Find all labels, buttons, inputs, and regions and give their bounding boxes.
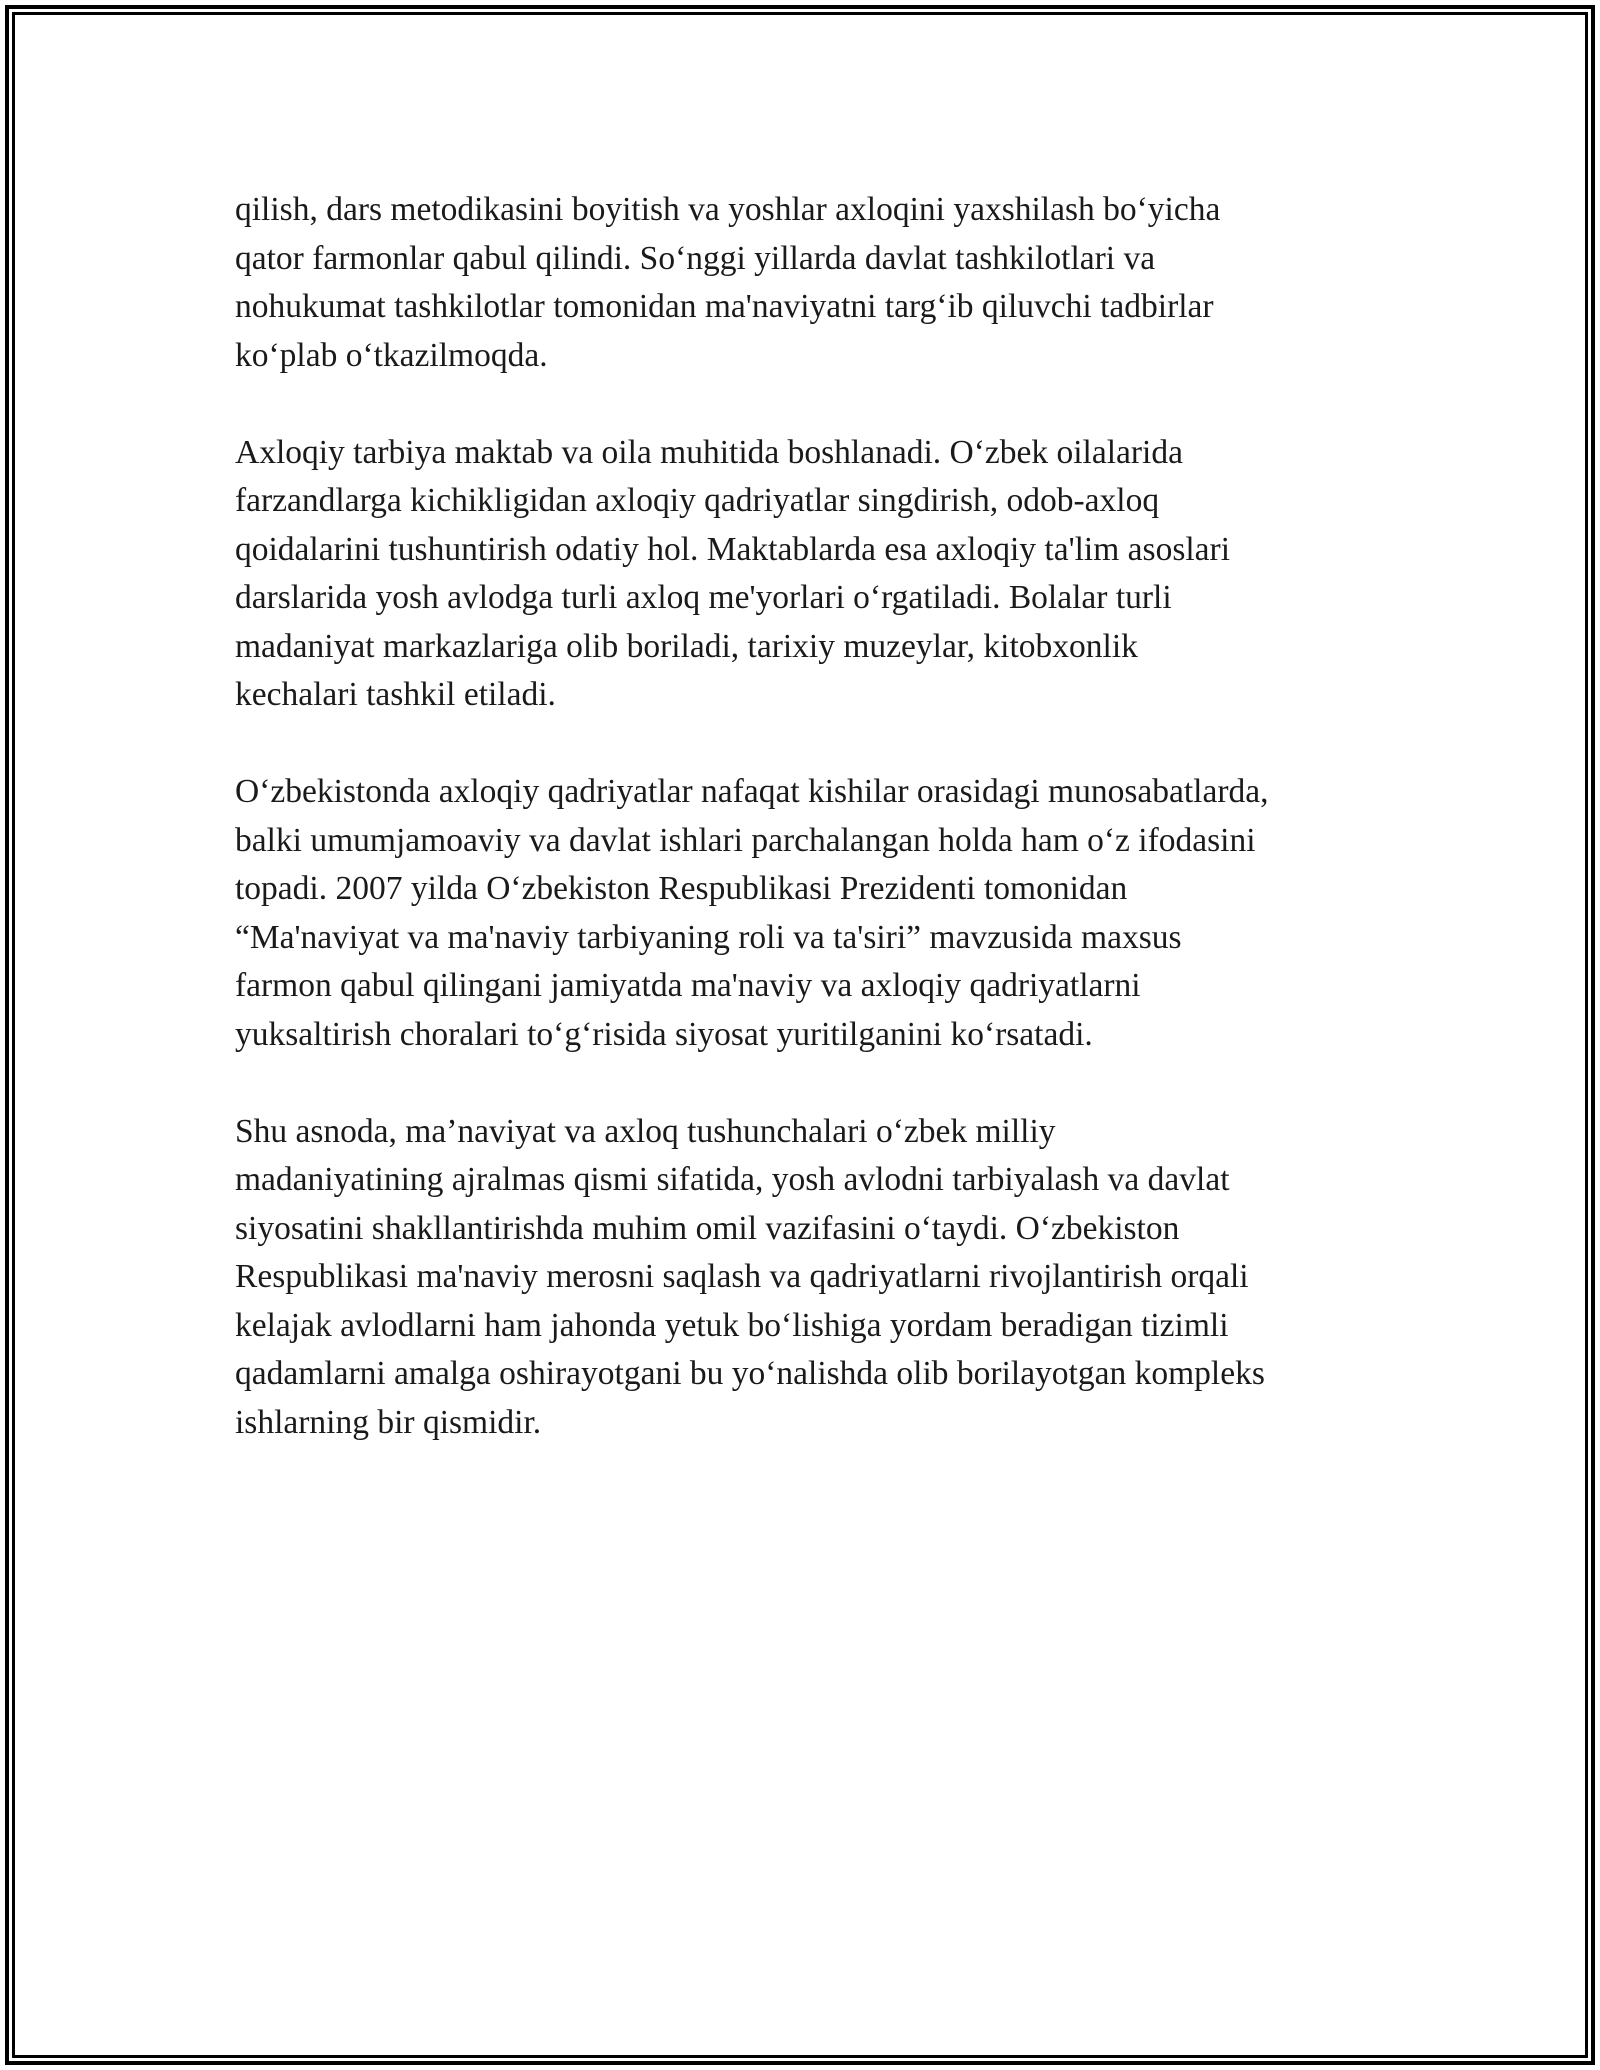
paragraph-government-decrees: qilish, dars metodikasini boyitish va yoshlar axloqini yaxshilash boʻyicha qator farmonlar qabul qilindi. Soʻnggi yillarda davlat tashkilotlari va nohukumat tashkilotlar tomonidan ma'naviyatni targʻib qiluvchi tadbirlar koʻplab oʻtkazilmoqda.: [235, 191, 1221, 374]
paragraph-moral-values-state: Oʻzbekistonda axloqiy qadriyatlar nafaqat kishilar orasidagi munosabatlarda, balki umumjamoaviy va davlat ishlari parchalangan holda ham oʻz ifodasini topadi. 2007 yilda Oʻzbekiston Respublikasi Prezidenti tomonidan “Ma'naviyat va ma'naviy tarbiyaning roli va ta'siri” mavzusida maxsus farmon qabul qilingani jamiyatda ma'naviy va axloqiy qadriyatlarni yuksaltirish choralari toʻgʻrisida siyosat yuritilganini koʻrsatadi.: [235, 773, 1269, 1053]
paragraph-moral-education: Axloqiy tarbiya maktab va oila muhitida boshlanadi. Oʻzbek oilalarida farzandlarga kichikligidan axloqiy qadriyatlar singdirish, odob-axloq qoidalarini tushuntirish odatiy hol. Maktablarda esa axloqiy ta'lim asoslari darslarida yosh avlodga turli axloq me'yorlari oʻrgatiladi. Bolalar turli madaniyat markazlariga olib boriladi, tarixiy muzeylar, kitobxonlik kechalari tashkil etiladi.: [235, 433, 1231, 713]
document-body: [235, 186, 1385, 1496]
paragraph-conclusion: Shu asnoda, ma’naviyat va axloq tushunchalari oʻzbek milliy madaniyatining ajralmas qismi sifatida, yosh avlodni tarbiyalash va davlat siyosatini shakllantirishda muhim omil vazifasini oʻtaydi. Oʻzbekiston Respublikasi ma'naviy merosni saqlash va qadriyatlarni rivojlantirish orqali kelajak avlodlarni ham jahonda yetuk boʻlishiga yordam beradigan tizimli qadamlarni amalga oshirayotgani bu yoʻnalishda olib borilayotgan kompleks ishlarning bir qismidir.: [235, 1112, 1265, 1441]
